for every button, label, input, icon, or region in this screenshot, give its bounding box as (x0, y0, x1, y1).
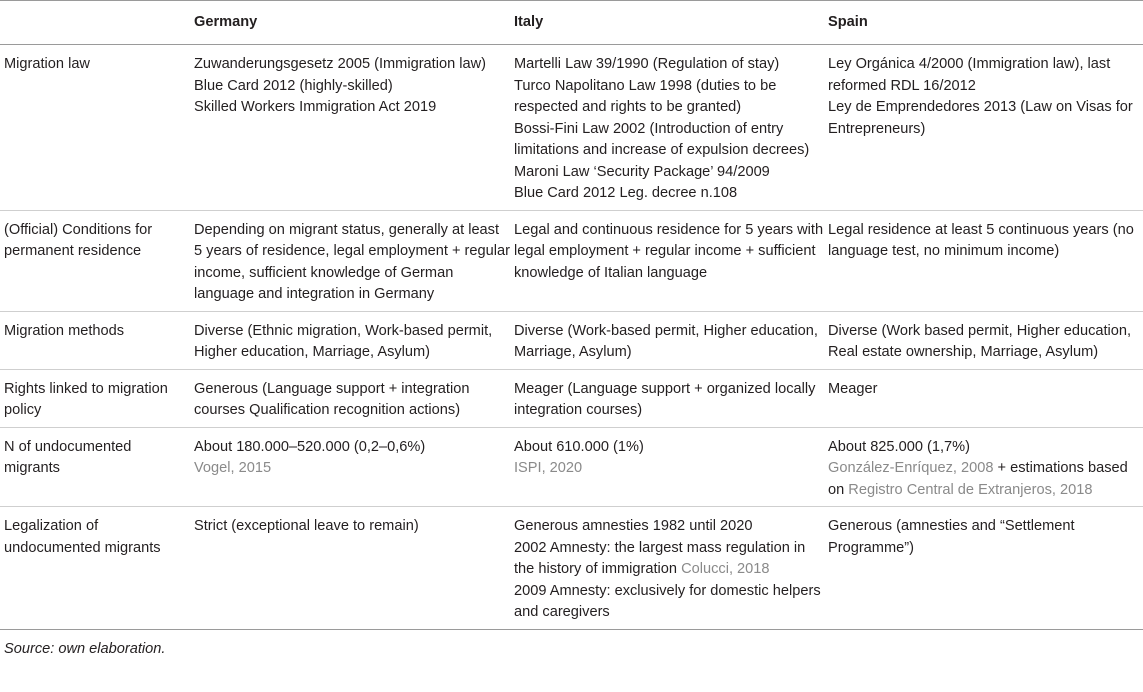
cell-line: Ley de Emprendedores 2013 (Law on Visas for Entrepreneurs) (828, 99, 1133, 137)
cell-italy-migration-methods: Diverse (Work-based permit, Higher education, Marriage, Asylum) (514, 322, 818, 360)
citation-link[interactable]: Vogel, 2015 (194, 460, 272, 476)
table-row (0, 210, 1143, 311)
table-body (0, 45, 1143, 630)
cell-text: + estimations based on (828, 460, 1128, 498)
cell-line: Turco Napolitano Law 1998 (duties to be respected and rights to be granted) (514, 77, 777, 115)
citation-link[interactable]: Colucci, 2018 (681, 561, 770, 577)
table-row (0, 45, 1143, 211)
cell-germany-undocumented-count (190, 427, 510, 507)
row-label-rights: Rights linked to migration policy (4, 380, 168, 418)
cell-germany-permanent-residence: Depending on migrant status, generally at least 5 years of residence, legal employment + regular income, sufficient knowledge of German language and integration in Germany (194, 221, 510, 302)
header-empty (0, 1, 190, 45)
cell-line: Maroni Law ‘Security Package’ 94/2009 (514, 163, 770, 180)
cell-line: Bossi-Fini Law 2002 (Introduction of entry limitations and increase of expulsion decrees) (514, 120, 810, 158)
cell-line: Martelli Law 39/1990 (Regulation of stay) (514, 56, 780, 72)
cell-germany-legalization: Strict (exceptional leave to remain) (194, 518, 419, 534)
cell-line: Ley Orgánica 4/2000 (Immigration law), last reformed RDL 16/2012 (828, 56, 1111, 94)
cell-italy-permanent-residence: Legal and continuous residence for 5 years with legal employment + regular income + sufficient knowledge of Italian language (514, 221, 824, 281)
cell-spain-permanent-residence: Legal residence at least 5 continuous years (no language test, no minimum income) (828, 221, 1134, 259)
cell-italy-migration-law (510, 45, 824, 211)
table-row (0, 311, 1143, 369)
cell-value: About 825.000 (1,7%) (828, 438, 970, 455)
cell-spain-undocumented-count (824, 427, 1143, 507)
citation-link[interactable]: González-Enríquez, 2008 (828, 460, 994, 476)
header-italy: Italy (514, 14, 544, 30)
citation-link[interactable]: ISPI, 2020 (514, 460, 583, 476)
cell-spain-migration-law (824, 45, 1143, 211)
cell-line (514, 538, 824, 581)
header-spain: Spain (828, 14, 868, 30)
table-row (0, 427, 1143, 507)
row-label-undocumented-count: N of undocumented migrants (4, 438, 132, 476)
cell-text: 2002 Amnesty: the largest mass regulation in the history of immigration (514, 539, 806, 577)
cell-italy-rights: Meager (Language support + organized locally integration courses) (514, 380, 816, 418)
cell-line: Blue Card 2012 Leg. decree n.108 (514, 185, 738, 201)
cell-line: Blue Card 2012 (highly-skilled) (194, 77, 393, 94)
cell-germany-rights: Generous (Language support + integration courses Qualification recognition actions) (194, 380, 470, 418)
header-row (0, 1, 1143, 45)
cell-line: Generous amnesties 1982 until 2020 (514, 518, 753, 534)
row-label-legalization: Legalization of undocumented migrants (4, 518, 161, 556)
row-label-migration-methods: Migration methods (4, 322, 125, 339)
cell-line: 2009 Amnesty: exclusively for domestic helpers and caregivers (514, 582, 821, 620)
header-germany: Germany (194, 14, 258, 30)
cell-italy-undocumented-count (510, 427, 824, 507)
table-header (0, 1, 1143, 45)
table-row (0, 369, 1143, 427)
cell-spain-rights: Meager (828, 380, 878, 397)
cell-germany-migration-methods: Diverse (Ethnic migration, Work-based permit, Higher education, Marriage, Asylum) (194, 322, 493, 360)
cell-spain-migration-methods: Diverse (Work based permit, Higher education, Real estate ownership, Marriage, Asylum) (828, 322, 1132, 360)
cell-germany-migration-law (190, 45, 510, 211)
cell-italy-legalization (510, 507, 824, 630)
citation-link[interactable]: Registro Central de Extranjeros, 2018 (848, 481, 1093, 498)
source-note: Source: own elaboration. (4, 640, 166, 657)
cell-line: Skilled Workers Immigration Act 2019 (194, 99, 437, 115)
row-label-permanent-residence: (Official) Conditions for permanent residence (4, 221, 153, 259)
row-label-migration-law: Migration law (4, 56, 90, 72)
cell-value: About 610.000 (1%) (514, 438, 644, 455)
cell-line: Zuwanderungsgesetz 2005 (Immigration law) (194, 56, 487, 72)
cell-value: About 180.000–520.000 (0,2–0,6%) (194, 438, 426, 455)
table-row (0, 507, 1143, 630)
cell-spain-legalization: Generous (amnesties and “Settlement Programme”) (828, 518, 1075, 556)
